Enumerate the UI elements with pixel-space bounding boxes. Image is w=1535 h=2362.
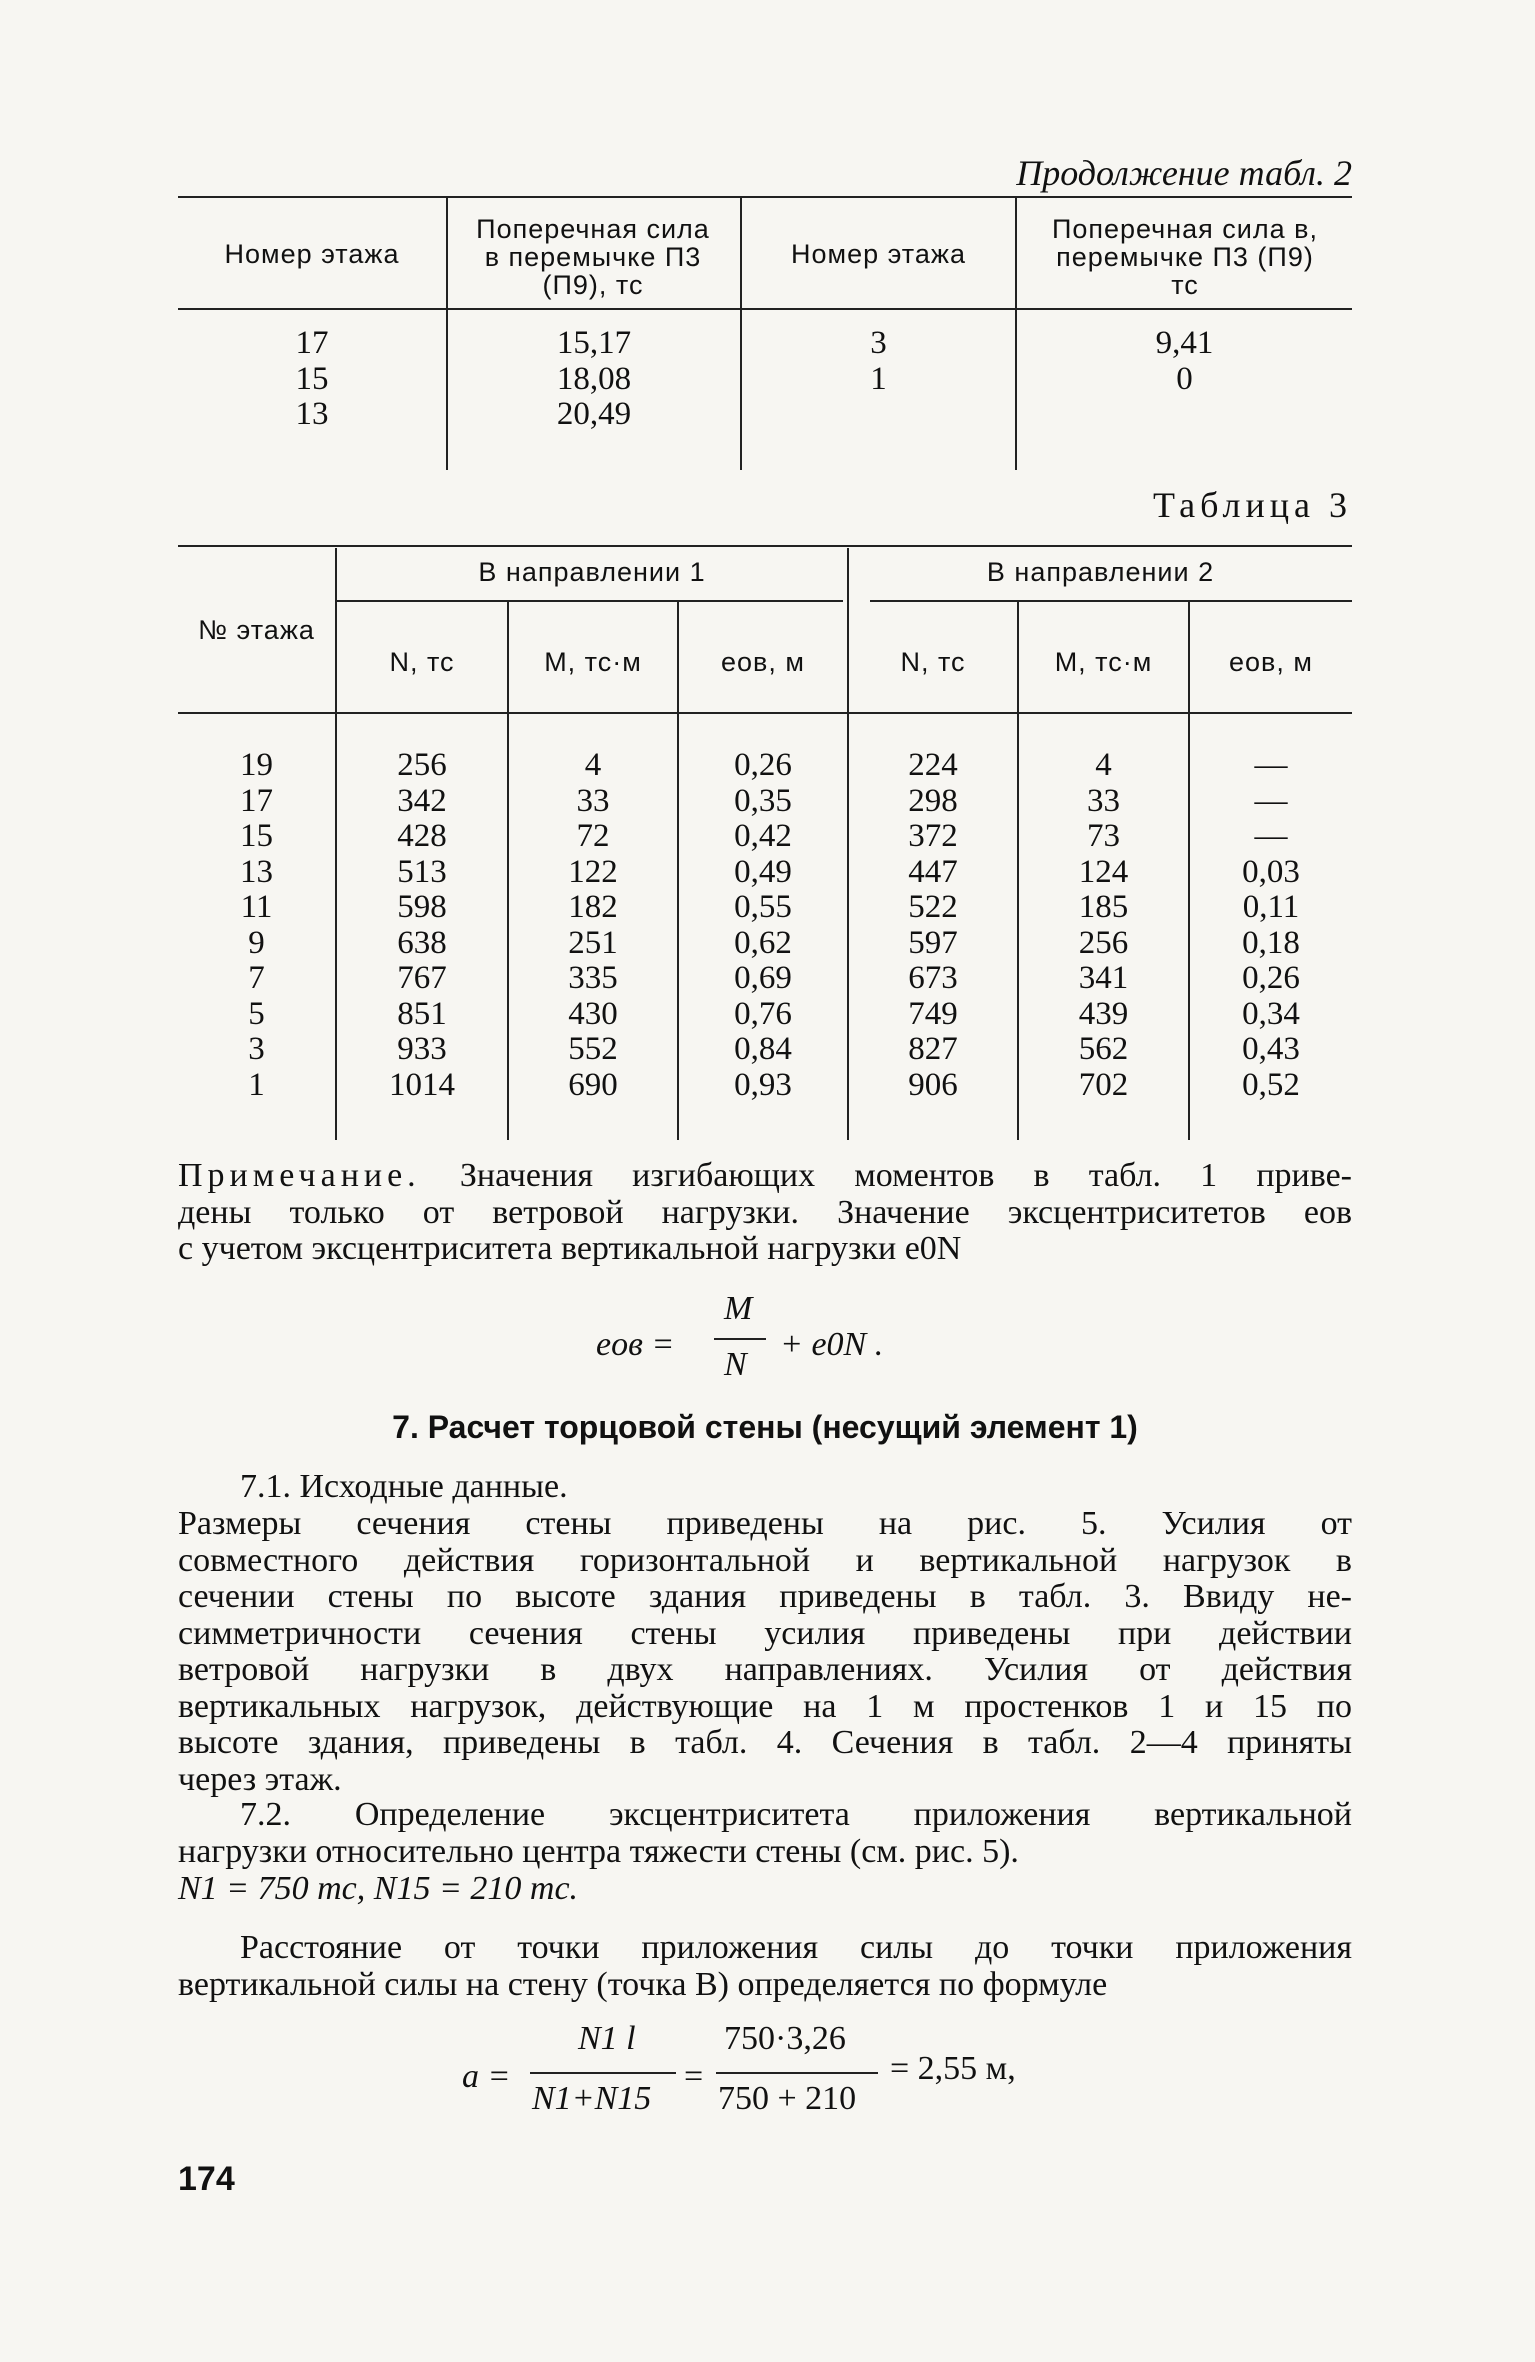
table-cell: 552 [568,1031,618,1067]
table3-col-n1 [337,748,507,1103]
table-cell: 749 [908,995,958,1032]
table-cell: 0,11 [1242,889,1300,925]
table-cell: 430 [568,995,618,1032]
table-cell: 17 [240,782,273,819]
table-cell: 0,26 [1242,960,1300,996]
table-cell: 638 [397,924,447,961]
fraction-bar [714,1338,766,1340]
formula-numerator-2: 750·3,26 [724,2020,846,2057]
table2-header-rule [178,308,1352,310]
table3-col-m2 [1019,748,1188,1103]
table-cell: 182 [568,889,618,925]
table-cell: 597 [908,924,958,961]
paragraph-7-3 [178,1930,1352,2003]
table-cell: 372 [908,818,958,854]
formula-lhs: eов = [596,1326,675,1363]
table-cell: 0,62 [734,924,792,961]
page-number: 174 [178,2160,235,2198]
table-cell: 0,43 [1242,1031,1300,1067]
table-cell: 0,35 [734,782,792,819]
table-cell: 1014 [389,1066,455,1103]
table-cell: 1 [870,360,887,397]
table-cell: 124 [1078,853,1129,890]
table-cell: — [1254,747,1288,783]
table2-top-rule [178,196,1352,198]
table-cell: 5 [248,995,265,1032]
table-cell: 15 [295,360,329,397]
table3-col-e1 [679,748,847,1103]
table-cell: 0,52 [1242,1066,1300,1103]
table3-direction-rule [337,600,843,602]
note-line: дены только от ветровой нагрузки. Значение эксцентриситетов eов [178,1193,1352,1231]
table-cell: 933 [397,1031,447,1067]
table-cell: 673 [908,960,958,996]
table-cell: 0,93 [734,1066,792,1103]
note-text: Значения изгибающих моментов в табл. 1 приве- [459,1157,1352,1194]
table-cell: 19 [240,747,273,783]
table-cell: 0,34 [1242,995,1300,1032]
formula-denominator: N1+N15 [532,2080,652,2117]
table-cell: 72 [576,818,610,854]
header-line: перемычке П3 (П9) [1056,242,1314,272]
table3-sub-header: N, тс [900,647,966,677]
note-line: с учетом эксцентриситета вертикальной нагрузки e0N [178,1230,962,1267]
table-cell: 9,41 [1155,325,1214,361]
table-cell: 298 [908,782,958,819]
formula-numerator: N1 l [578,2020,636,2057]
forces-line: N1 = 750 тс, N15 = 210 тс. [178,1870,579,1907]
table-cell: 447 [908,853,958,890]
note-line [178,1158,1352,1195]
table2-header-floor: Номер этажа [224,239,400,269]
table2-col-floor-2 [742,326,1015,397]
table3-col-m1 [509,748,677,1103]
table-cell: 342 [397,782,447,819]
table-cell: 702 [1078,1066,1129,1103]
text-line: симметричности сечения стены усилия приведены при действии [178,1614,1352,1652]
table-cell: 4 [1095,747,1112,783]
table-cell: 122 [568,853,618,890]
table-cell: — [1254,782,1288,819]
table-cell: 73 [1087,818,1120,854]
header-line: тс [1171,270,1199,300]
paragraph-7-2 [178,1797,1352,1870]
text-line: высоте здания, приведены в табл. 4. Сечения в табл. 2—4 приняты [178,1724,1352,1761]
table-cell: 598 [397,889,447,925]
table-cell: 224 [908,747,958,783]
table-cell: 0,42 [734,818,792,854]
table2-col-floor [178,326,446,433]
table3-sub-header: N, тс [389,647,455,677]
formula-lhs: a = [462,2058,511,2095]
table3-sub-header: eов, м [1229,647,1313,677]
table-cell: 0,03 [1242,853,1300,890]
table3-sub-header: M, тс·м [544,647,642,677]
table-cell: 906 [908,1066,958,1103]
table-cell: 0,76 [734,995,792,1032]
table3-header-rule [178,712,1352,714]
table2-header-floor-2: Номер этажа [791,239,966,269]
table-cell: 17 [295,325,329,361]
formula-denominator-2: 750 + 210 [718,2080,857,2117]
table-cell: 13 [240,853,273,890]
table-cell: 0,55 [734,889,792,925]
table-cell: 3 [248,1031,265,1067]
table-cell: 513 [397,853,447,890]
text-line: Расстояние от точки приложения силы до точки приложения [240,1929,1352,1966]
section-title: 7. Расчет торцовой стены (несущий элемент 1) [392,1409,1138,1445]
header-line: (П9), тс [542,270,644,300]
table3-header-floor: № этажа [198,615,315,645]
table3-header-direction-1: В направлении 1 [478,557,706,587]
table-cell: 18,08 [556,360,632,397]
table-cell: 20,49 [556,396,632,432]
table-cell: 428 [397,818,447,854]
formula-equals: = [684,2058,704,2095]
formula-eccentricity [596,1290,976,1400]
table-cell: 851 [397,995,447,1032]
table3-title: Таблица 3 [1153,485,1352,525]
header-line: Поперечная сила в, [1051,214,1318,244]
text-line: сечении стены по высоте здания приведены в табл. 3. Ввиду не- [178,1578,1352,1615]
table-cell: 185 [1078,889,1129,925]
table3-sub-header: M, тс·м [1054,647,1153,677]
table-cell: 0,49 [734,853,792,890]
table3-col-e2 [1190,748,1352,1103]
table3-sub-header: eов, м [721,647,805,677]
table-cell: 690 [568,1066,618,1103]
table-cell: 9 [248,924,265,961]
table-cell: 33 [1087,782,1120,819]
text-line: Размеры сечения стены приведены на рис. 5. Усилия от [178,1505,1352,1542]
table-cell: 15,17 [556,325,632,361]
table-cell: 15 [240,818,273,854]
table-cell: 0,84 [734,1031,792,1067]
table-cell: 256 [397,747,447,783]
table2-header-shear [450,215,736,299]
table3-top-rule [178,545,1352,547]
subsection-7-1-title: 7.1. Исходные данные. [240,1468,568,1505]
table3-header-direction-2: В направлении 2 [986,557,1215,587]
table3-direction-rule [870,600,1352,602]
table-cell: 33 [576,782,610,819]
table-cell: 0 [1176,360,1193,397]
continuation-caption: Продолжение табл. 2 [1016,153,1352,193]
formula-result: = 2,55 м, [890,2050,1016,2087]
table3-col-floor [178,748,335,1103]
table-cell: 439 [1078,995,1129,1032]
text-line: ветровой нагрузки в двух направлениях. Усилия от действия [178,1651,1352,1688]
fraction-bar [530,2072,676,2074]
text-line: 7.2. Определение эксцентриситета приложения вертикальной [240,1796,1352,1833]
table-cell: 13 [295,396,329,432]
table-cell: 341 [1078,960,1129,996]
table-cell: — [1254,818,1288,854]
formula-denominator: N [724,1346,747,1383]
table-cell: 767 [397,960,447,996]
text-line: вертикальной силы на стену (точка B) определяется по формуле [178,1965,1108,2003]
formula-distance [462,2020,1102,2130]
note-paragraph [178,1158,1352,1268]
table2-col-shear [448,326,740,433]
table-cell: 562 [1078,1031,1129,1067]
table-cell: 0,18 [1242,924,1300,961]
header-line: в перемычке П3 [484,242,702,272]
table-cell: 256 [1078,924,1129,961]
header-line: Поперечная сила [476,214,710,244]
text-line: совместного действия горизонтальной и вертикальной нагрузок в [178,1541,1352,1579]
fraction-bar [716,2072,878,2074]
table-cell: 827 [908,1031,958,1067]
text-line: через этаж. [178,1760,342,1798]
note-label: Примечание. [178,1157,421,1194]
table-cell: 4 [584,747,602,783]
table-cell: 3 [870,325,887,361]
table-cell: 0,69 [734,960,792,996]
table3-col-n2 [849,748,1017,1103]
text-line: нагрузки относительно центра тяжести стены (см. рис. 5). [178,1832,1019,1870]
table-cell: 522 [908,889,958,925]
table-cell: 7 [248,960,265,996]
formula-rhs: + e0N . [780,1326,884,1363]
paragraph-7-1 [178,1506,1352,1798]
table-cell: 335 [568,960,618,996]
formula-numerator: M [724,1290,753,1327]
table2-header-shear-2 [1018,215,1352,299]
table-cell: 0,26 [734,747,792,783]
table-cell: 1 [248,1066,265,1103]
text-line: вертикальных нагрузок, действующие на 1 м простенков 1 и 15 по [178,1687,1352,1725]
table2-col-shear-2 [1017,326,1352,397]
table-cell: 251 [568,924,618,961]
table-cell: 11 [240,889,273,925]
